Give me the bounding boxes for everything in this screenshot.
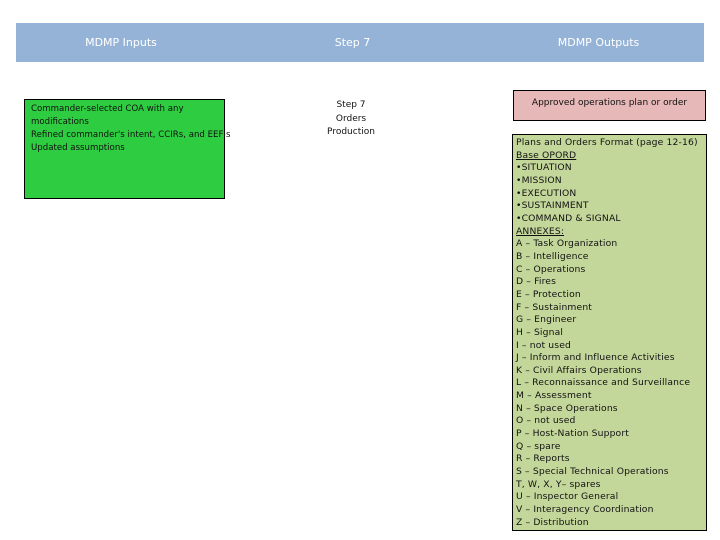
opord-paragraph: •SITUATION [516, 162, 572, 174]
outputs-header: MDMP Outputs [557, 36, 640, 49]
step-header: Step 7 [334, 36, 371, 49]
annex-item: F – Sustainment [516, 301, 593, 313]
annex-item: T, W, X, Y– spares [516, 478, 601, 490]
input-line: Updated assumptions [31, 143, 125, 153]
annex-item: B – Intelligence [516, 250, 589, 262]
annex-item: K – Civil Affairs Operations [516, 364, 642, 376]
annex-item: I – not used [516, 339, 572, 351]
step-line: Orders [335, 113, 367, 124]
annex-item: L – Reconnaissance and Surveillance [516, 377, 691, 389]
opord-paragraph: •MISSION [516, 174, 562, 186]
base-opord-heading: Base OPORD [516, 149, 577, 161]
annex-item: N – Space Operations [516, 402, 618, 414]
annex-item: S – Special Technical Operations [516, 466, 669, 478]
opord-paragraph: •COMMAND & SIGNAL [516, 212, 621, 224]
input-line: modifications [31, 117, 89, 127]
annex-item: O – not used [516, 415, 576, 427]
input-line: Commander-selected COA with any [31, 104, 184, 114]
annex-item: D – Fires [516, 276, 557, 288]
inputs-box [24, 99, 231, 199]
opord-paragraph: •SUSTAINMENT [516, 200, 589, 212]
annex-item: J – Inform and Influence Activities [516, 352, 675, 364]
annex-item: U – Inspector General [516, 491, 619, 503]
annexes-heading: ANNEXES: [516, 225, 565, 237]
step-label [319, 99, 383, 140]
plans-orders-box [512, 134, 707, 531]
annex-item: V – Interagency Coordination [516, 504, 654, 516]
annex-item: P – Host-Nation Support [516, 428, 630, 440]
step-line: Production [327, 127, 375, 137]
inputs-header: MDMP Inputs [85, 36, 157, 49]
annex-item: G – Engineer [516, 314, 577, 326]
input-line: Refined commander's intent, CCIRs, and EEFIs [31, 130, 231, 140]
approved-plan-box: Approved operations plan or order [513, 90, 706, 121]
annex-item: R – Reports [516, 453, 570, 465]
annex-item: M – Assessment [516, 390, 592, 402]
annex-item: C – Operations [516, 263, 586, 275]
opord-paragraph: •EXECUTION [516, 187, 577, 199]
annex-item: E – Protection [516, 288, 581, 300]
step-line: Step 7 [336, 100, 366, 110]
annex-item: Q – spare [516, 440, 561, 452]
annex-item: H – Signal [516, 326, 564, 338]
annex-item: Z – Distribution [516, 516, 589, 528]
plans-title: Plans and Orders Format (page 12-16) [516, 137, 698, 148]
annex-item: A – Task Organization [516, 238, 618, 250]
